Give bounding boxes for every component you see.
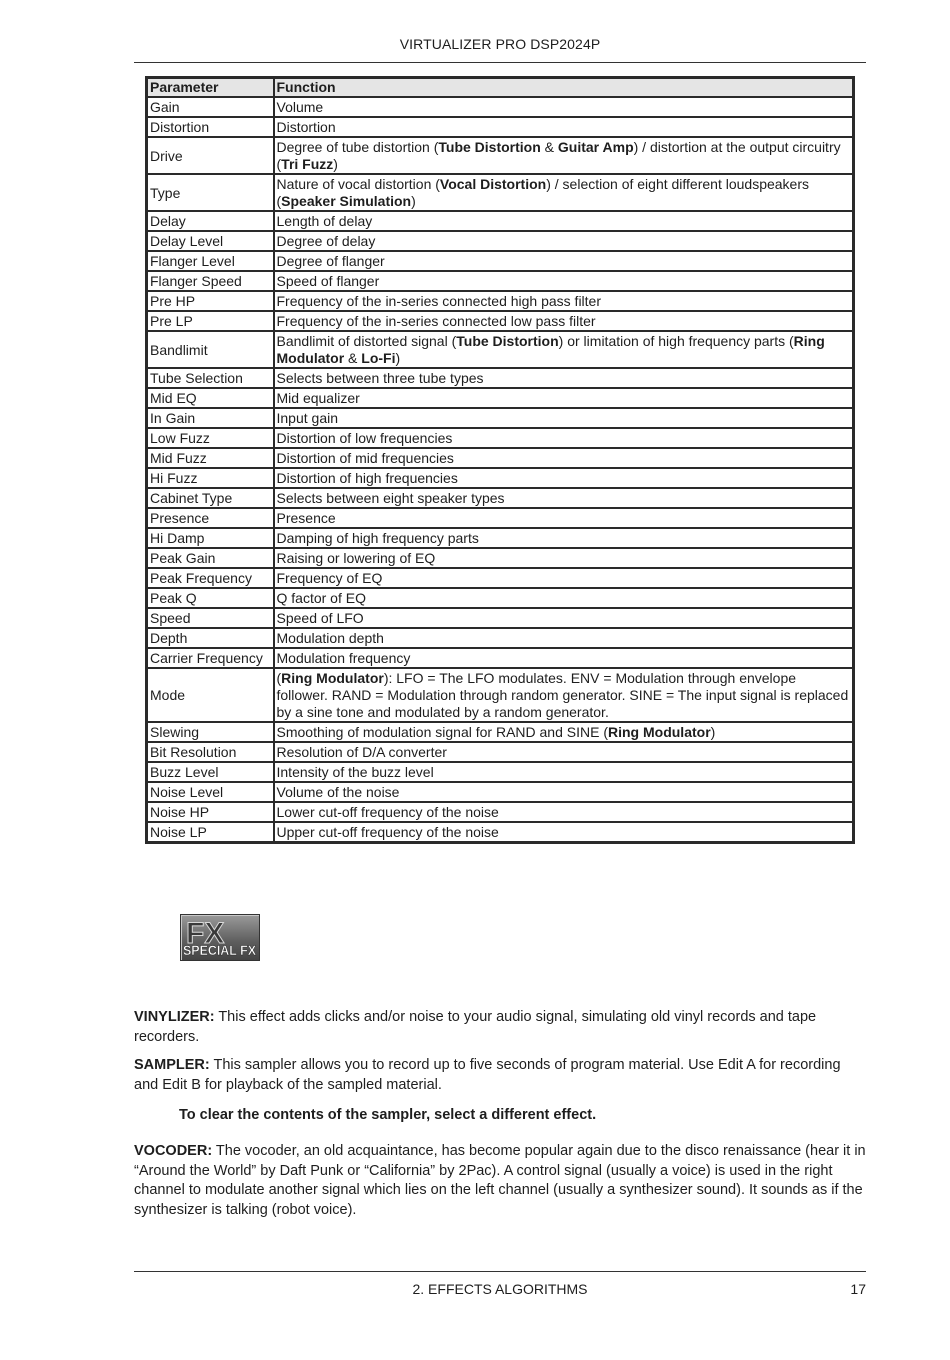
table-row [147,568,854,588]
function-text: Modulation frequency [276,650,411,666]
function-cell [274,117,854,137]
parameter-table [145,76,855,844]
function-cell [274,608,854,628]
paragraph-text: This effect adds clicks and/or noise to your audio signal, simulating old vinyl records and tape recorders. [134,1009,817,1045]
parameter-cell: Noise HP [147,802,274,822]
function-text: Frequency of EQ [276,570,383,586]
parameter-cell: Mid EQ [147,388,274,408]
paragraph-sampler [134,1056,866,1095]
paragraph-lead: SAMPLER: [134,1057,210,1073]
table-row [147,488,854,508]
parameter-cell: Hi Damp [147,528,274,548]
parameter-cell: Type [147,174,274,211]
function-text: Modulation depth [276,630,384,646]
function-cell [274,408,854,428]
parameter-cell: Low Fuzz [147,428,274,448]
paragraph-lead: VINYLIZER: [134,1009,215,1025]
table-row [147,762,854,782]
parameter-cell: Flanger Speed [147,271,274,291]
table-row [147,528,854,548]
function-cell [274,822,854,843]
table-row [147,271,854,291]
table-row [147,802,854,822]
parameter-cell: Speed [147,608,274,628]
function-text: Degree of tube distortion ( [276,139,439,155]
parameter-cell: Carrier Frequency [147,648,274,668]
logo-big-text: FX [186,917,225,950]
function-text: Q factor of EQ [276,590,366,606]
function-cell [274,271,854,291]
function-cell [274,448,854,468]
function-text: Degree of delay [276,233,376,249]
function-text: Intensity of the buzz level [276,764,434,780]
function-cell [274,648,854,668]
parameter-cell: Noise Level [147,782,274,802]
special-fx-logo-graphic [181,915,259,960]
function-cell [274,742,854,762]
parameter-cell: Delay Level [147,231,274,251]
table-row [147,97,854,117]
function-text: Length of delay [276,213,373,229]
function-text: Smoothing of modulation signal for RAND and SINE ( [276,724,608,740]
table-row [147,648,854,668]
function-cell [274,231,854,251]
function-cell [274,97,854,117]
function-cell [274,568,854,588]
parameter-cell: Noise LP [147,822,274,843]
function-text: & [344,350,362,366]
function-cell [274,137,854,174]
page-number: 17 [850,1281,866,1297]
function-text-bold: Ring Modulator [608,724,711,740]
function-cell [274,251,854,271]
parameter-cell: Pre LP [147,311,274,331]
function-text: Nature of vocal distortion ( [276,176,440,192]
parameter-cell: Bit Resolution [147,742,274,762]
parameter-cell: Bandlimit [147,331,274,368]
function-cell [274,762,854,782]
parameter-cell: Flanger Level [147,251,274,271]
function-text-bold: Ring Modulator [276,333,825,366]
function-cell [274,802,854,822]
function-cell [274,668,854,722]
function-text: ) / selection of eight different loudspeakers ( [276,176,810,209]
table-row [147,388,854,408]
table-row [147,628,854,648]
function-text: Volume of the noise [276,784,400,800]
parameter-cell: Presence [147,508,274,528]
function-cell [274,368,854,388]
function-text: Presence [276,510,336,526]
parameter-cell: Gain [147,97,274,117]
function-cell [274,722,854,742]
column-header-function: Function [274,78,854,98]
table-row [147,291,854,311]
function-text-bold: Vocal Distortion [439,176,547,192]
parameter-cell: Peak Frequency [147,568,274,588]
function-text: Volume [276,99,324,115]
function-cell [274,508,854,528]
table-row [147,448,854,468]
table-row [147,211,854,231]
function-text: ) [411,193,416,209]
function-text: Resolution of D/A converter [276,744,447,760]
paragraph-lead: VOCODER: [134,1143,213,1159]
table-row [147,668,854,722]
function-text: Distortion of low frequencies [276,430,453,446]
function-cell [274,488,854,508]
table-row [147,137,854,174]
function-text: Lower cut-off frequency of the noise [276,804,499,820]
paragraph-vinylizer [134,1008,866,1047]
header-divider [134,62,866,63]
table-row [147,331,854,368]
function-cell [274,211,854,231]
function-cell [274,388,854,408]
table-row [147,311,854,331]
table-row [147,742,854,762]
parameter-cell: Pre HP [147,291,274,311]
function-text: Bandlimit of distorted signal ( [276,333,457,349]
function-cell [274,428,854,448]
parameter-cell: Depth [147,628,274,648]
parameter-cell: Peak Q [147,588,274,608]
parameter-cell: Tube Selection [147,368,274,388]
parameter-cell: Drive [147,137,274,174]
parameter-cell: Delay [147,211,274,231]
function-text: Upper cut-off frequency of the noise [276,824,499,840]
table-row [147,722,854,742]
parameter-cell: Buzz Level [147,762,274,782]
function-text: Selects between eight speaker types [276,490,505,506]
function-cell [274,588,854,608]
function-cell [274,628,854,648]
table-row [147,822,854,843]
function-text-bold: Tube Distortion [456,333,559,349]
function-text: Input gain [276,410,338,426]
function-text-bold: Guitar Amp [557,139,634,155]
function-cell [274,311,854,331]
logo-small-text: SPECIAL FX [183,942,257,958]
function-text: ): LFO = The LFO modulates. ENV = Modulation through envelope follower. RAND = Modulation through random generator. SINE = The input signal is replaced by a sine tone and modulated by a random generator. [276,670,849,720]
function-text: Speed of flanger [276,273,380,289]
paragraph-text: This sampler allows you to record up to five seconds of program material. Use Edit A for recording and Edit B for playback of the sampled material. [134,1057,841,1093]
function-text: ) [395,350,401,366]
table-row [147,368,854,388]
function-text-bold: Speaker Simulation [281,193,412,209]
table-row [147,231,854,251]
function-text: Distortion of mid frequencies [276,450,454,466]
function-cell [274,174,854,211]
parameter-cell: Hi Fuzz [147,468,274,488]
function-cell [274,291,854,311]
paragraph-vocoder [134,1142,866,1220]
function-text: Mid equalizer [276,390,360,406]
table-row [147,428,854,448]
table-row [147,588,854,608]
function-text: Degree of flanger [276,253,385,269]
footer-section-title: 2. EFFECTS ALGORITHMS [412,1281,588,1297]
function-text: ) [333,156,338,172]
parameter-table-body [147,97,854,843]
function-cell [274,528,854,548]
function-text: Distortion [276,119,336,135]
function-text: Raising or lowering of EQ [276,550,436,566]
function-text: ( [276,670,282,686]
table-header-row [147,78,854,98]
function-cell [274,468,854,488]
function-text: Damping of high frequency parts [276,530,479,546]
function-text: ) / distortion at the output circuitry ( [276,139,841,172]
function-cell [274,331,854,368]
table-row [147,508,854,528]
function-text: Frequency of the in-series connected low pass filter [276,313,596,329]
function-text-bold: Lo-Fi [361,350,396,366]
function-cell [274,782,854,802]
table-row [147,174,854,211]
function-text-bold: Tri Fuzz [281,156,334,172]
function-text: Selects between three tube types [276,370,484,386]
function-text-bold: Ring Modulator [281,670,384,686]
function-text: Distortion of high frequencies [276,470,458,486]
table-row [147,608,854,628]
special-fx-logo-icon [180,914,260,961]
table-row [147,117,854,137]
function-text-bold: Tube Distortion [438,139,541,155]
parameter-cell: Mode [147,668,274,722]
page-header-title: VIRTUALIZER PRO DSP2024P [399,36,601,52]
table-row [147,548,854,568]
column-header-parameter: Parameter [147,78,274,98]
parameter-cell: Cabinet Type [147,488,274,508]
paragraph-text: The vocoder, an old acquaintance, has become popular again due to the disco renaissance (hear it in “Around the World” by Daft Punk or “California” by 2Pac). A control signal (usually a voice) is used in the right channel to modulate another signal which lies on the left channel (usually a synthesizer sound). It sounds as if the synthesizer is talking (robot voice). [134,1143,866,1218]
parameter-cell: In Gain [147,408,274,428]
table-row [147,251,854,271]
function-text: ) or limitation of high frequency parts ( [558,333,794,349]
table-row [147,782,854,802]
parameter-cell: Mid Fuzz [147,448,274,468]
table-row [147,468,854,488]
function-text: & [540,139,558,155]
function-cell [274,548,854,568]
footer-divider [134,1271,866,1272]
function-text: Frequency of the in-series connected high pass filter [276,293,602,309]
function-text: Speed of LFO [276,610,364,626]
parameter-cell: Slewing [147,722,274,742]
parameter-cell: Peak Gain [147,548,274,568]
function-text: ) [710,724,716,740]
sampler-note: To clear the contents of the sampler, select a different effect. [179,1107,597,1123]
parameter-cell: Distortion [147,117,274,137]
table-row [147,408,854,428]
